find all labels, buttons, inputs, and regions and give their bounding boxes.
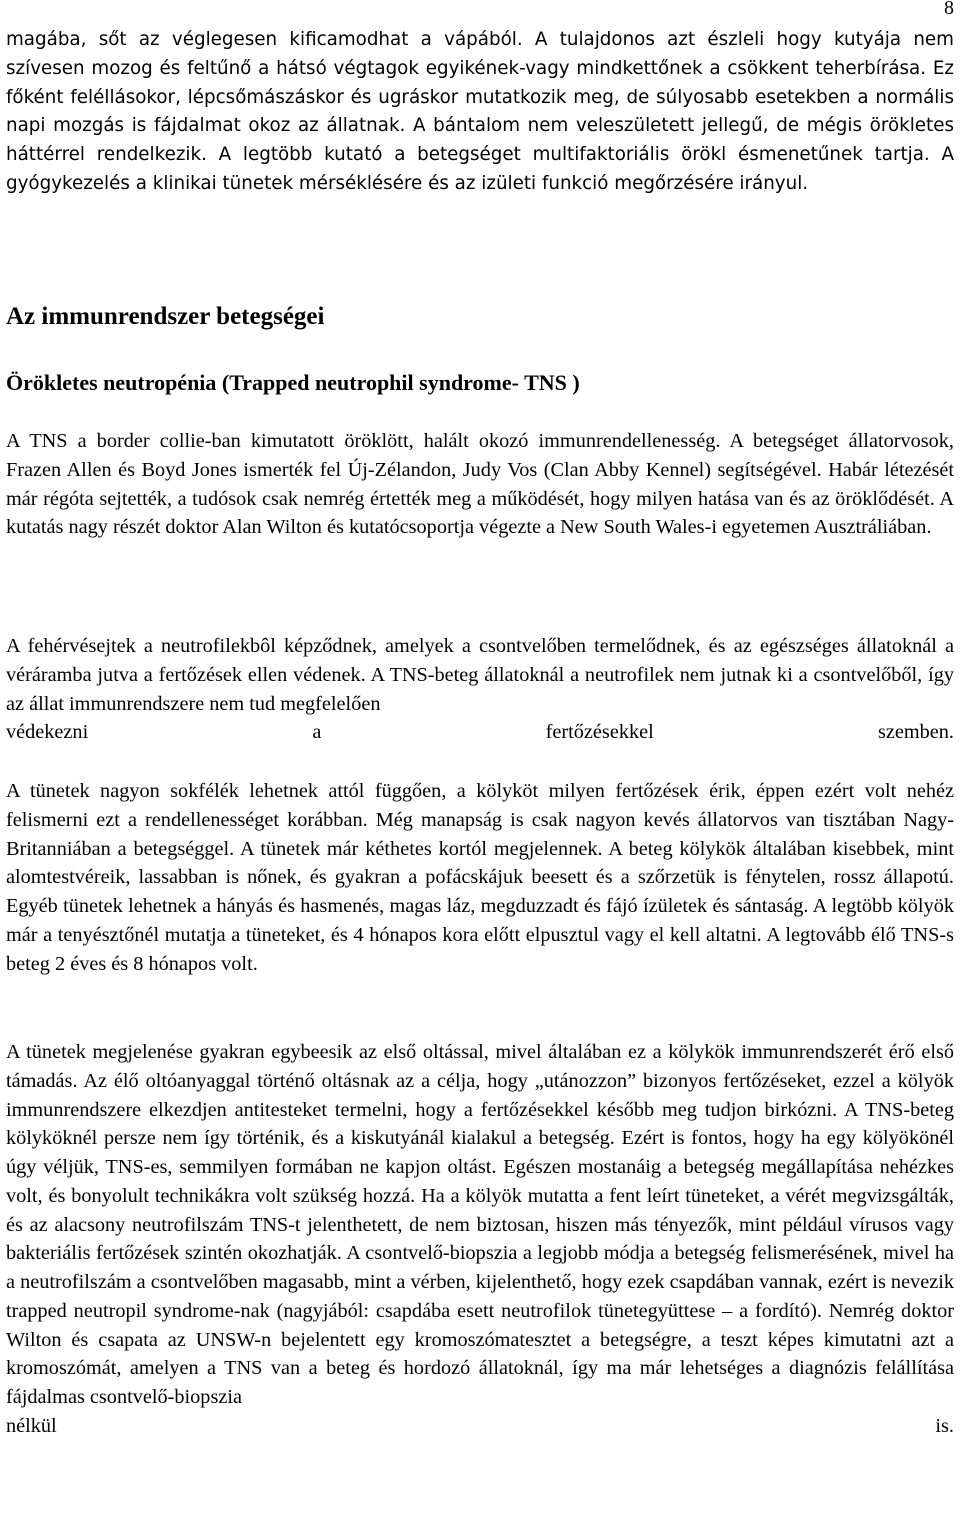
subsection-title: Örökletes neutropénia (Trapped neutrophil syndrome- TNS ) [6,370,580,395]
page-number: 8 [944,0,954,19]
intro-paragraph: magába, sőt az véglegesen kificamodhat a vápából. A tulajdonos azt észleli hogy kutyája nem szívesen mozog és feltűnő a hátsó végtagok egyikének-vagy mindkettőnek a csökkent teherbírása. Ez főként feléllásokor, lépcsőmászáskor és ugráskor mutatkozik meg, de súlyosabb esetekben a normális napi mozgás is fájdalmat okoz az állatnak. A bántalom nem veleszületett jellegű, de mégis örökletes háttérrel rendelkezik. A legtöbb kutató a betegséget multifaktoriális örökl ésmenetűnek tartja. A gyógykezelés a klinikai tünetek mérséklésére és az izületi funkció megőrzésére irányul. [6,29,954,194]
paragraph-tns-discovery: A TNS a border collie-ban kimutatott öröklött, halált okozó immunrendellenesség. A betegséget állatorvosok, Frazen Allen és Boyd Jones ismerték fel Új-Zélandon, Judy Vos (Clan Abby Kennel) segítségével. Habár létezését már régóta sejtették, a tudósok csak nemrég értették meg a működését, hogy milyen hatása van és az öröklődését. A kutatás nagy részét doktor Alan Wilton és kutatócsoportja végezte a New South Wales-i egyetemen Ausztráliában. [6,430,954,539]
paragraph-neutrophils-last-line: védekezni a fertőzésekkel szemben. [6,721,954,744]
paragraph-symptoms: A tünetek nagyon sokfélék lehetnek attól függően, a kölyköt milyen fertőzések érik, éppen ezért volt nehéz felismerni ezt a rendellenességet korábban. Még manapság is csak nagyon kevés állatorvos van tisztában Nagy-Britanniában a betegséggel. A tünetek már kéthetes kortól megjelennek. A beteg kölykök általában kisebbek, mint alomtestvéreik, lassabban is nőnek, és gyakran a pofácskájuk beesett és a szőrzetük is fénytelen, rossz állapotú. Egyéb tünetek lehetnek a hányás és hasmenés, magas láz, megduzzadt és fájó ízületek és sántaság. A legtöbb kölyök már a tenyésztőnél mutatja a tüneteket, és 4 hónapos kora előtt elpusztul vagy el kell altatni. A legtovább élő TNS-s beteg 2 éves és 8 hónapos volt. [6,780,954,975]
paragraph-neutrophils-body: A fehérvésejtek a neutrofilekbôl képződnek, amelyek a csontvelőben termelődnek, és az egészséges állatoknál a véráramba jutva a fertőzések ellen védenek. A TNS-beteg állatoknál a neutrofilek nem jutnak ki a csontvelőből, így az állat immunrendszere nem tud megfelelően [6,635,954,715]
paragraph-vaccination-diagnosis-body: A tünetek megjelenése gyakran egybeesik az első oltással, mivel általában ez a kölykök immunrendszerét érő első támadás. Az élő oltóanyaggal történő oltásnak az a célja, hogy „utánozzon” bizonyos fertőzéseket, ezzel a kölyök immunrendszere elkezdjen antitesteket termelni, hogy a fertőzésekkel később meg tudjon birkózni. A TNS-beteg kölyköknél persze nem így történik, és a kiskutyánál kialakul a betegség. Ezért is fontos, hogy ha egy kölyökönél úgy véljük, TNS-es, semmilyen formában ne kapjon oltást. Egészen mostanáig a betegség megállapítása nehézkes volt, és bonyolult technikákra volt szükség hozzá. Ha a kölyök mutatta a fent leírt tüneteket, a vérét megvizsgálták, és az alacsony neutrofilszám TNS-t jelenthetett, de nem biztosan, hiszen más tényezők, mint például vírusos vagy bakteriális fertőzések szintén okozhatják. A csontvelő-biopszia a legjobb módja a betegség felismerésének, mivel ha a neutrofilszám a csontvelőben magasabb, mint a vérben, kijelenthető, hogy ezek csapdában vannak, ezért is nevezik trapped neutropil syndrome-nak (nagyjából: csapdába esett neutrofilok tünetegyüttese – a fordító). Nemrég doktor Wilton és csapata az UNSW-n bejelentett egy kromoszómatesztet a betegségre, a teszt képes kimutatni azt a kromoszómát, amelyen a TNS van a beteg és hordozó állatoknál, így ma már lehetséges a diagnózis felállítása fájdalmas csontvelő-biopszia [6,1041,954,1408]
paragraph-vaccination-diagnosis-last-line: nélkül is. [6,1414,954,1437]
paragraph-neutrophils [6,632,954,747]
section-title: Az immunrendszer betegségei [6,303,325,330]
paragraph-vaccination-diagnosis [6,1038,954,1441]
